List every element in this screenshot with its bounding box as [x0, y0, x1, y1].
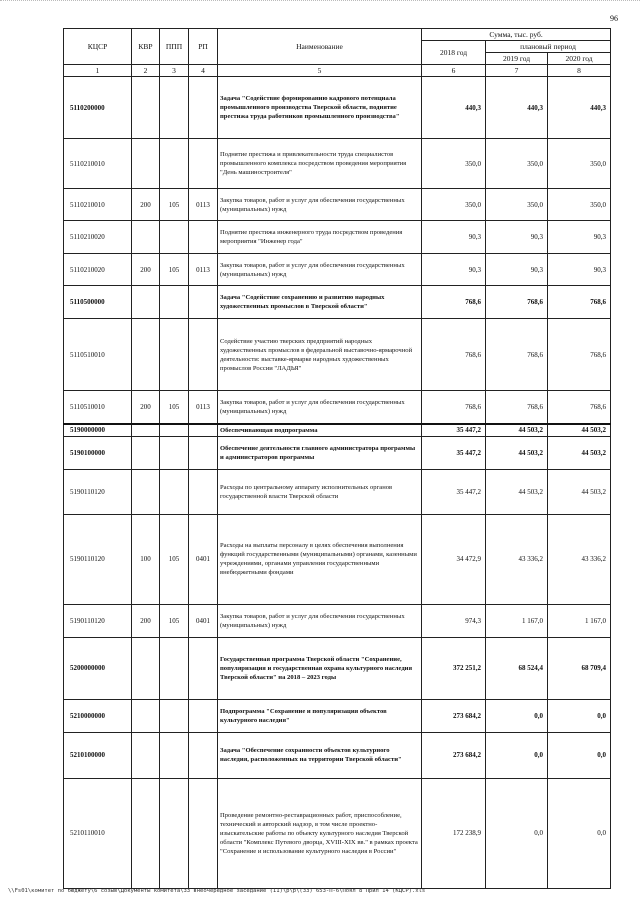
cell-rp: [189, 77, 218, 139]
cell-2019: 768,6: [486, 391, 548, 424]
cell-2019: 44 503,2: [486, 424, 548, 437]
cell-ppp: 105: [160, 604, 189, 637]
cell-2020: 43 336,2: [548, 514, 611, 604]
cell-ppp: [160, 424, 189, 437]
cell-name: Задача "Содействие сохранению и развитию народных художественных промыслов в Тверской области": [218, 286, 422, 319]
cell-name: Закупка товаров, работ и услуг для обеспечения государственных (муниципальных) нужд: [218, 391, 422, 424]
cell-rp: [189, 469, 218, 514]
file-path-footer: \\Fs01\комитет по бюджету\6 созыв\Документы комитета\33 внеочередное заседание (11)\р\р\(33) 653-П-6\Поял 8 Прил 14 (КЦСР).xls: [8, 888, 426, 894]
cell-rp: [189, 139, 218, 189]
cell-2018: 35 447,2: [422, 436, 486, 469]
budget-table: [63, 28, 611, 889]
cell-kcsr: 5110200000: [64, 77, 132, 139]
cell-ppp: [160, 469, 189, 514]
cell-kcsr: 5110510010: [64, 391, 132, 424]
cell-2018: 350,0: [422, 189, 486, 221]
cell-ppp: 105: [160, 254, 189, 286]
cell-kcsr: 5190110120: [64, 604, 132, 637]
table-row: [64, 469, 611, 514]
cell-2018: 90,3: [422, 221, 486, 254]
cell-ppp: [160, 436, 189, 469]
cell-ppp: 105: [160, 514, 189, 604]
cell-2020: 1 167,0: [548, 604, 611, 637]
cell-rp: [189, 732, 218, 778]
cell-2019: 44 503,2: [486, 436, 548, 469]
cell-ppp: [160, 77, 189, 139]
cell-2020: 0,0: [548, 778, 611, 888]
cell-name: Поднятие престижа и привлекательности труда специалистов промышленного комплекса посредством проведения мероприятия "День машиностроителя": [218, 139, 422, 189]
header-num-3: 3: [160, 65, 189, 77]
cell-2018: 34 472,9: [422, 514, 486, 604]
header-planned: плановый период: [486, 41, 611, 53]
table-row: [64, 514, 611, 604]
cell-kcsr: 5210100000: [64, 732, 132, 778]
header-kcsr: КЦСР: [64, 29, 132, 65]
header-ppp: ППП: [160, 29, 189, 65]
cell-kvr: [132, 699, 160, 732]
cell-2018: 90,3: [422, 254, 486, 286]
cell-2018: 35 447,2: [422, 469, 486, 514]
cell-ppp: [160, 699, 189, 732]
cell-ppp: [160, 139, 189, 189]
cell-2019: 440,3: [486, 77, 548, 139]
cell-kcsr: 5110210010: [64, 189, 132, 221]
cell-name: Закупка товаров, работ и услуг для обеспечения государственных (муниципальных) нужд: [218, 254, 422, 286]
header-2020: 2020 год: [548, 53, 611, 65]
cell-2019: 0,0: [486, 778, 548, 888]
cell-name: Закупка товаров, работ и услуг для обеспечения государственных (муниципальных) нужд: [218, 189, 422, 221]
cell-name: Закупка товаров, работ и услуг для обеспечения государственных (муниципальных) нужд: [218, 604, 422, 637]
cell-ppp: 105: [160, 189, 189, 221]
table-header: [64, 29, 611, 77]
cell-2019: 0,0: [486, 732, 548, 778]
cell-rp: 0113: [189, 254, 218, 286]
table-row: [64, 391, 611, 424]
cell-2020: 0,0: [548, 732, 611, 778]
cell-kcsr: 5200000000: [64, 637, 132, 699]
table-row: [64, 77, 611, 139]
cell-2020: 68 709,4: [548, 637, 611, 699]
cell-rp: [189, 436, 218, 469]
cell-2019: 43 336,2: [486, 514, 548, 604]
cell-kvr: [132, 424, 160, 437]
cell-kvr: 200: [132, 391, 160, 424]
cell-2019: 350,0: [486, 139, 548, 189]
cell-rp: [189, 286, 218, 319]
cell-ppp: [160, 286, 189, 319]
cell-name: Содействие участию тверских предприятий народных художественных промыслов в федеральной выставочно-ярмарочной деятельности: выставке-ярмарке народных художественных промыслов России "ЛАДЬЯ": [218, 319, 422, 391]
cell-name: Обеспечивающая подпрограмма: [218, 424, 422, 437]
table-row: [64, 286, 611, 319]
table-row: [64, 637, 611, 699]
cell-2019: 68 524,4: [486, 637, 548, 699]
table-row: [64, 139, 611, 189]
cell-2019: 44 503,2: [486, 469, 548, 514]
table-row: [64, 732, 611, 778]
table-row: [64, 424, 611, 437]
cell-2020: 0,0: [548, 699, 611, 732]
cell-2018: 768,6: [422, 286, 486, 319]
cell-kvr: [132, 139, 160, 189]
cell-2018: 768,6: [422, 319, 486, 391]
table-row: [64, 189, 611, 221]
header-2019: 2019 год: [486, 53, 548, 65]
header-num-4: 4: [189, 65, 218, 77]
cell-rp: [189, 221, 218, 254]
header-rp: РП: [189, 29, 218, 65]
cell-rp: [189, 778, 218, 888]
cell-ppp: 105: [160, 391, 189, 424]
cell-kvr: 200: [132, 189, 160, 221]
cell-2019: 768,6: [486, 319, 548, 391]
cell-kvr: [132, 221, 160, 254]
cell-name: Поднятие престижа инженерного труда посредством проведения мероприятия "Инженер года": [218, 221, 422, 254]
cell-kvr: [132, 319, 160, 391]
header-num-5: 5: [218, 65, 422, 77]
cell-kvr: [132, 77, 160, 139]
cell-2020: 90,3: [548, 254, 611, 286]
cell-kvr: 200: [132, 254, 160, 286]
cell-ppp: [160, 732, 189, 778]
cell-name: Подпрограмма "Сохранение и популяризация объектов культурного наследия": [218, 699, 422, 732]
cell-2019: 350,0: [486, 189, 548, 221]
cell-kcsr: 5190110120: [64, 469, 132, 514]
cell-2018: 440,3: [422, 77, 486, 139]
cell-name: Государственная программа Тверской области "Сохранение, популяризация и государственная охрана культурного наследия Тверской области" на 2018 – 2023 годы: [218, 637, 422, 699]
cell-kvr: [132, 732, 160, 778]
table-body: [64, 77, 611, 889]
header-num-2: 2: [132, 65, 160, 77]
cell-2018: 372 251,2: [422, 637, 486, 699]
table-row: [64, 604, 611, 637]
table-row: [64, 319, 611, 391]
cell-2020: 44 503,2: [548, 424, 611, 437]
header-sum: Сумма, тыс. руб.: [422, 29, 611, 41]
table-row: [64, 221, 611, 254]
cell-kcsr: 5110500000: [64, 286, 132, 319]
header-2018: 2018 год: [422, 41, 486, 65]
cell-kvr: [132, 436, 160, 469]
cell-kcsr: 5110210020: [64, 254, 132, 286]
cell-kcsr: 5110210010: [64, 139, 132, 189]
cell-kcsr: 5110510010: [64, 319, 132, 391]
cell-ppp: [160, 319, 189, 391]
cell-kvr: 200: [132, 604, 160, 637]
cell-ppp: [160, 221, 189, 254]
cell-rp: 0113: [189, 189, 218, 221]
cell-2018: 172 238,9: [422, 778, 486, 888]
table-row: [64, 699, 611, 732]
header-num-7: 7: [486, 65, 548, 77]
cell-rp: 0113: [189, 391, 218, 424]
cell-2020: 44 503,2: [548, 469, 611, 514]
cell-2020: 768,6: [548, 391, 611, 424]
cell-2018: 768,6: [422, 391, 486, 424]
cell-kvr: [132, 778, 160, 888]
cell-2018: 273 684,2: [422, 732, 486, 778]
cell-name: Задача "Обеспечение сохранности объектов культурного наследия, расположенных на территории Тверской области": [218, 732, 422, 778]
header-num-1: 1: [64, 65, 132, 77]
cell-2018: 974,3: [422, 604, 486, 637]
header-num-6: 6: [422, 65, 486, 77]
cell-2020: 350,0: [548, 139, 611, 189]
cell-2020: 350,0: [548, 189, 611, 221]
cell-ppp: [160, 637, 189, 699]
cell-2020: 90,3: [548, 221, 611, 254]
cell-ppp: [160, 778, 189, 888]
cell-2020: 768,6: [548, 286, 611, 319]
cell-kcsr: 5190100000: [64, 436, 132, 469]
cell-kvr: [132, 286, 160, 319]
cell-2019: 1 167,0: [486, 604, 548, 637]
cell-2018: 273 684,2: [422, 699, 486, 732]
header-name: Наименование: [218, 29, 422, 65]
cell-rp: [189, 699, 218, 732]
cell-kvr: [132, 469, 160, 514]
cell-2020: 768,6: [548, 319, 611, 391]
cell-name: Проведение ремонтно-реставрационных работ, приспособление, технический и авторский надзор, в том числе проектно-изыскательские работы по объекту культурного наследия Тверской области "Комплекс Путевого дворца, XVIII-XIX вв." в рамках проекта "Сохранение и использование культурного наследия в России": [218, 778, 422, 888]
table-row: [64, 254, 611, 286]
scan-top-edge: [0, 0, 640, 7]
header-kvr: КВР: [132, 29, 160, 65]
cell-name: Обеспечение деятельности главного администратора программы и администраторов программы: [218, 436, 422, 469]
cell-name: Расходы на выплаты персоналу в целях обеспечения выполнения функций государственными (муниципальными) органами, казенными учреждениями, органами управления государственными внебюджетными фондами: [218, 514, 422, 604]
cell-2018: 35 447,2: [422, 424, 486, 437]
table-row: [64, 778, 611, 888]
cell-kvr: 100: [132, 514, 160, 604]
cell-kcsr: 5210000000: [64, 699, 132, 732]
cell-rp: [189, 424, 218, 437]
cell-kvr: [132, 637, 160, 699]
cell-2019: 768,6: [486, 286, 548, 319]
cell-2018: 350,0: [422, 139, 486, 189]
header-num-8: 8: [548, 65, 611, 77]
page-number: 96: [610, 14, 618, 23]
cell-kcsr: 5190000000: [64, 424, 132, 437]
cell-kcsr: 5190110120: [64, 514, 132, 604]
cell-2019: 0,0: [486, 699, 548, 732]
cell-name: Расходы по центральному аппарату исполнительных органов государственной власти Тверской области: [218, 469, 422, 514]
cell-rp: 0401: [189, 514, 218, 604]
cell-kcsr: 5210110010: [64, 778, 132, 888]
cell-rp: [189, 637, 218, 699]
cell-rp: [189, 319, 218, 391]
cell-kcsr: 5110210020: [64, 221, 132, 254]
cell-name: Задача "Содействие формированию кадрового потенциала промышленного производства Тверской области, поднятие престижа труда работников промышленного производства": [218, 77, 422, 139]
cell-2019: 90,3: [486, 221, 548, 254]
cell-2020: 44 503,2: [548, 436, 611, 469]
table-row: [64, 436, 611, 469]
cell-rp: 0401: [189, 604, 218, 637]
cell-2020: 440,3: [548, 77, 611, 139]
cell-2019: 90,3: [486, 254, 548, 286]
